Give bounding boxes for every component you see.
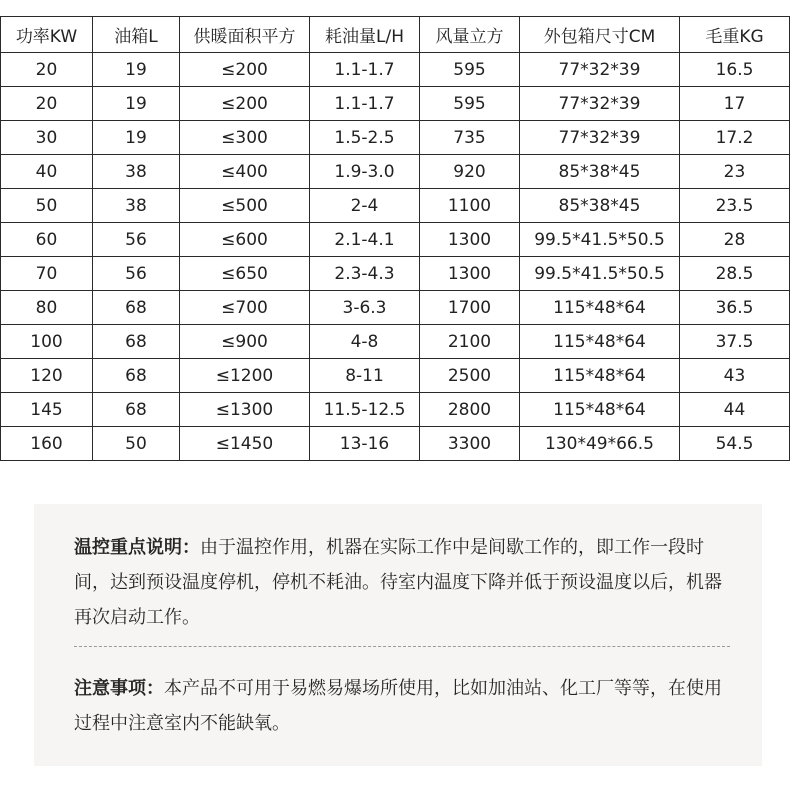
cell-fuel-consumption: 1.1-1.7: [310, 87, 420, 121]
cell-air-volume: 1700: [420, 291, 520, 325]
cell-power: 40: [1, 155, 93, 189]
cell-power: 120: [1, 359, 93, 393]
cell-box-size: 115*48*64: [520, 359, 680, 393]
cell-power: 100: [1, 325, 93, 359]
header-row: [1, 17, 790, 53]
cell-power: 20: [1, 87, 93, 121]
cell-heating-area: ≤400: [180, 155, 310, 189]
table-row: [1, 325, 790, 359]
header-power: 功率KW: [1, 17, 93, 53]
cell-fuel-consumption: 1.9-3.0: [310, 155, 420, 189]
cell-tank: 68: [93, 291, 180, 325]
cell-heating-area: ≤1200: [180, 359, 310, 393]
cell-gross-weight: 23: [680, 155, 790, 189]
cell-power: 20: [1, 53, 93, 87]
table-row: [1, 257, 790, 291]
cell-box-size: 99.5*41.5*50.5: [520, 257, 680, 291]
temperature-control-note: [74, 530, 739, 635]
temperature-control-label: 温控重点说明：: [74, 537, 200, 558]
table-row: [1, 53, 790, 87]
cell-power: 60: [1, 223, 93, 257]
cell-tank: 38: [93, 189, 180, 223]
cell-box-size: 77*32*39: [520, 121, 680, 155]
table-row: [1, 359, 790, 393]
cell-power: 30: [1, 121, 93, 155]
cell-fuel-consumption: 1.5-2.5: [310, 121, 420, 155]
cell-heating-area: ≤700: [180, 291, 310, 325]
cell-gross-weight: 54.5: [680, 427, 790, 461]
cell-air-volume: 2800: [420, 393, 520, 427]
cell-box-size: 115*48*64: [520, 291, 680, 325]
cell-air-volume: 595: [420, 87, 520, 121]
cell-heating-area: ≤900: [180, 325, 310, 359]
precautions-note: [74, 671, 739, 741]
cell-power: 50: [1, 189, 93, 223]
spec-table: [0, 16, 790, 461]
cell-fuel-consumption: 8-11: [310, 359, 420, 393]
cell-fuel-consumption: 2.3-4.3: [310, 257, 420, 291]
cell-tank: 68: [93, 393, 180, 427]
cell-heating-area: ≤200: [180, 87, 310, 121]
spec-table-header: [1, 17, 790, 53]
cell-box-size: 115*48*64: [520, 325, 680, 359]
cell-gross-weight: 28: [680, 223, 790, 257]
spec-table-body: [1, 53, 790, 461]
header-fuel-consumption: 耗油量L/H: [310, 17, 420, 53]
cell-tank: 38: [93, 155, 180, 189]
table-row: [1, 121, 790, 155]
cell-power: 160: [1, 427, 93, 461]
cell-gross-weight: 43: [680, 359, 790, 393]
cell-air-volume: 920: [420, 155, 520, 189]
cell-air-volume: 2500: [420, 359, 520, 393]
cell-tank: 56: [93, 223, 180, 257]
cell-tank: 19: [93, 53, 180, 87]
cell-gross-weight: 17: [680, 87, 790, 121]
cell-heating-area: ≤1300: [180, 393, 310, 427]
header-heating-area: 供暖面积平方: [180, 17, 310, 53]
cell-gross-weight: 23.5: [680, 189, 790, 223]
dashed-divider: [74, 646, 730, 647]
cell-fuel-consumption: 3-6.3: [310, 291, 420, 325]
precautions-text: 本产品不可用于易燃易爆场所使用，比如加油站、化工厂等等，在使用过程中注意室内不能缺氧。: [74, 678, 722, 734]
cell-box-size: 115*48*64: [520, 393, 680, 427]
cell-power: 145: [1, 393, 93, 427]
notes-panel: [34, 504, 762, 766]
table-row: [1, 291, 790, 325]
cell-air-volume: 595: [420, 53, 520, 87]
cell-air-volume: 1300: [420, 223, 520, 257]
cell-air-volume: 1300: [420, 257, 520, 291]
cell-heating-area: ≤1450: [180, 427, 310, 461]
header-gross-weight: 毛重KG: [680, 17, 790, 53]
table-row: [1, 189, 790, 223]
cell-air-volume: 1100: [420, 189, 520, 223]
cell-heating-area: ≤300: [180, 121, 310, 155]
table-row: [1, 155, 790, 189]
cell-tank: 68: [93, 325, 180, 359]
temperature-control-text: 由于温控作用，机器在实际工作中是间歇工作的，即工作一段时间，达到预设温度停机，停机不耗油。待室内温度下降并低于预设温度以后，机器再次启动工作。: [74, 537, 722, 628]
cell-gross-weight: 36.5: [680, 291, 790, 325]
cell-tank: 19: [93, 121, 180, 155]
cell-air-volume: 735: [420, 121, 520, 155]
cell-heating-area: ≤500: [180, 189, 310, 223]
cell-fuel-consumption: 1.1-1.7: [310, 53, 420, 87]
precautions-label: 注意事项：: [74, 678, 164, 699]
cell-tank: 50: [93, 427, 180, 461]
cell-air-volume: 3300: [420, 427, 520, 461]
cell-box-size: 130*49*66.5: [520, 427, 680, 461]
cell-fuel-consumption: 11.5-12.5: [310, 393, 420, 427]
cell-heating-area: ≤200: [180, 53, 310, 87]
cell-heating-area: ≤650: [180, 257, 310, 291]
cell-box-size: 99.5*41.5*50.5: [520, 223, 680, 257]
cell-fuel-consumption: 13-16: [310, 427, 420, 461]
cell-gross-weight: 28.5: [680, 257, 790, 291]
cell-gross-weight: 44: [680, 393, 790, 427]
cell-fuel-consumption: 2.1-4.1: [310, 223, 420, 257]
cell-tank: 68: [93, 359, 180, 393]
table-row: [1, 393, 790, 427]
cell-power: 80: [1, 291, 93, 325]
cell-gross-weight: 17.2: [680, 121, 790, 155]
cell-box-size: 77*32*39: [520, 53, 680, 87]
table-row: [1, 427, 790, 461]
cell-tank: 19: [93, 87, 180, 121]
table-row: [1, 223, 790, 257]
header-tank: 油箱L: [93, 17, 180, 53]
cell-tank: 56: [93, 257, 180, 291]
header-box-size: 外包箱尺寸CM: [520, 17, 680, 53]
cell-gross-weight: 16.5: [680, 53, 790, 87]
cell-box-size: 77*32*39: [520, 87, 680, 121]
table-row: [1, 87, 790, 121]
cell-power: 70: [1, 257, 93, 291]
cell-air-volume: 2100: [420, 325, 520, 359]
cell-gross-weight: 37.5: [680, 325, 790, 359]
header-air-volume: 风量立方: [420, 17, 520, 53]
cell-box-size: 85*38*45: [520, 155, 680, 189]
cell-box-size: 85*38*45: [520, 189, 680, 223]
cell-fuel-consumption: 2-4: [310, 189, 420, 223]
cell-heating-area: ≤600: [180, 223, 310, 257]
cell-fuel-consumption: 4-8: [310, 325, 420, 359]
